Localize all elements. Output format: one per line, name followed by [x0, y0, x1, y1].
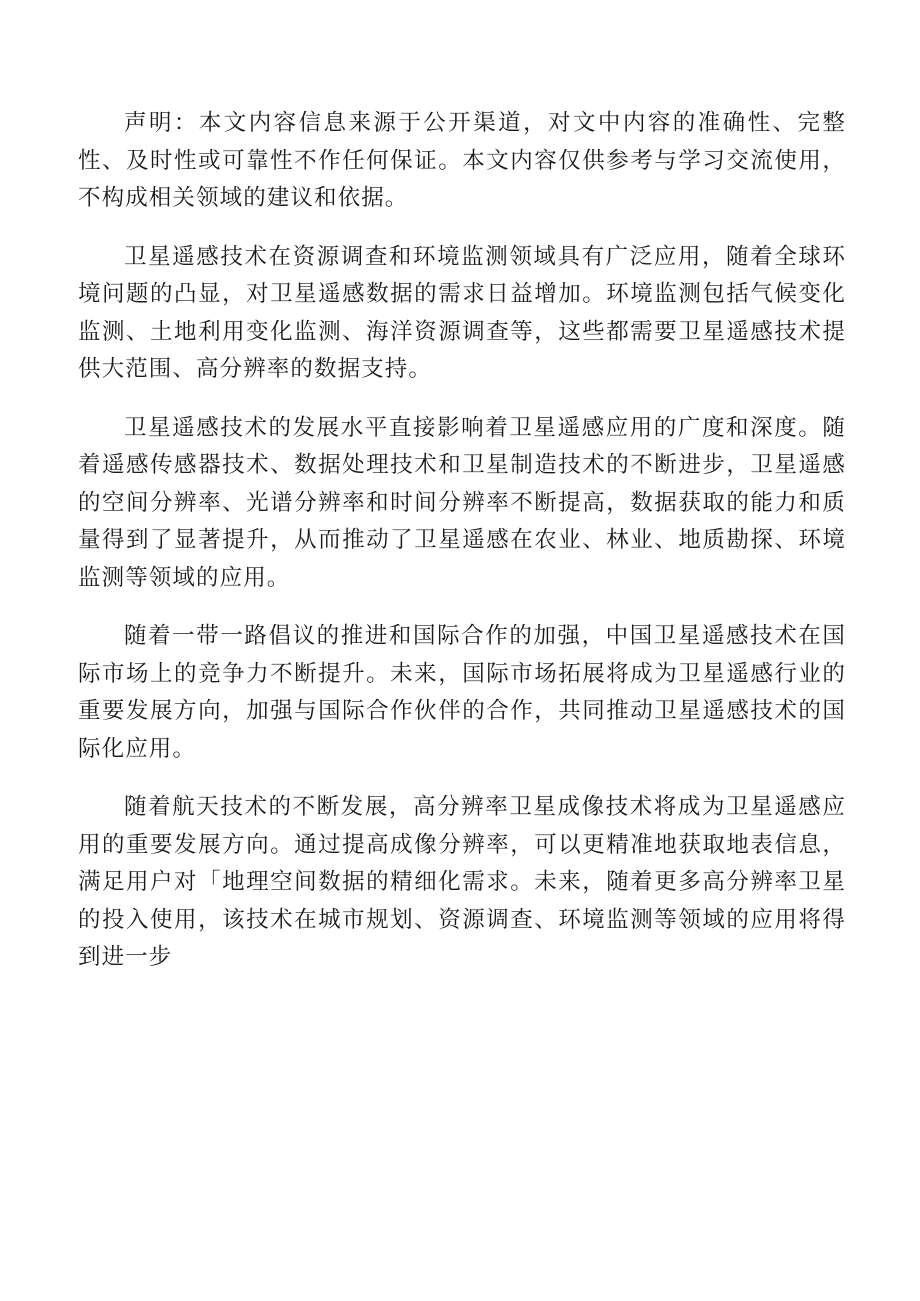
body-paragraph: 卫星遥感技术在资源调查和环境监测领域具有广泛应用，随着全球环境问题的凸显，对卫星遥感数据的需求日益增加。环境监测包括气候变化监测、土地利用变化监测、海洋资源调查等，这些都需要卫星遥感技术提供大范围、高分辨率的数据支持。 — [78, 243, 846, 382]
body-paragraph: 卫星遥感技术的发展水平直接影响着卫星遥感应用的广度和深度。随着遥感传感器技术、数据处理技术和卫星制造技术的不断进步，卫星遥感的空间分辨率、光谱分辨率和时间分辨率不断提高，数据获取的能力和质量得到了显著提升，从而推动了卫星遥感在农业、林业、地质勘探、环境监测等领域的应用。 — [78, 414, 846, 591]
body-paragraph: 随着一带一路倡议的推进和国际合作的加强，中国卫星遥感技术在国际市场上的竞争力不断提升。未来，国际市场拓展将成为卫星遥感行业的重要发展方向，加强与国际合作伙伴的合作，共同推动卫星遥感技术的国际化应用。 — [78, 623, 846, 762]
disclaimer-paragraph: 声明：本文内容信息来源于公开渠道，对文中内容的准确性、完整性、及时性或可靠性不作任何保证。本文内容仅供参考与学习交流使用，不构成相关领域的建议和依据。 — [78, 110, 846, 211]
body-paragraph: 随着航天技术的不断发展，高分辨率卫星成像技术将成为卫星遥感应用的重要发展方向。通过提高成像分辨率，可以更精准地获取地表信息，满足用户对「地理空间数据的精细化需求。未来，随着更多高分辨率卫星的投入使用，该技术在城市规划、资源调查、环境监测等领域的应用将得到进一步 — [78, 794, 846, 970]
